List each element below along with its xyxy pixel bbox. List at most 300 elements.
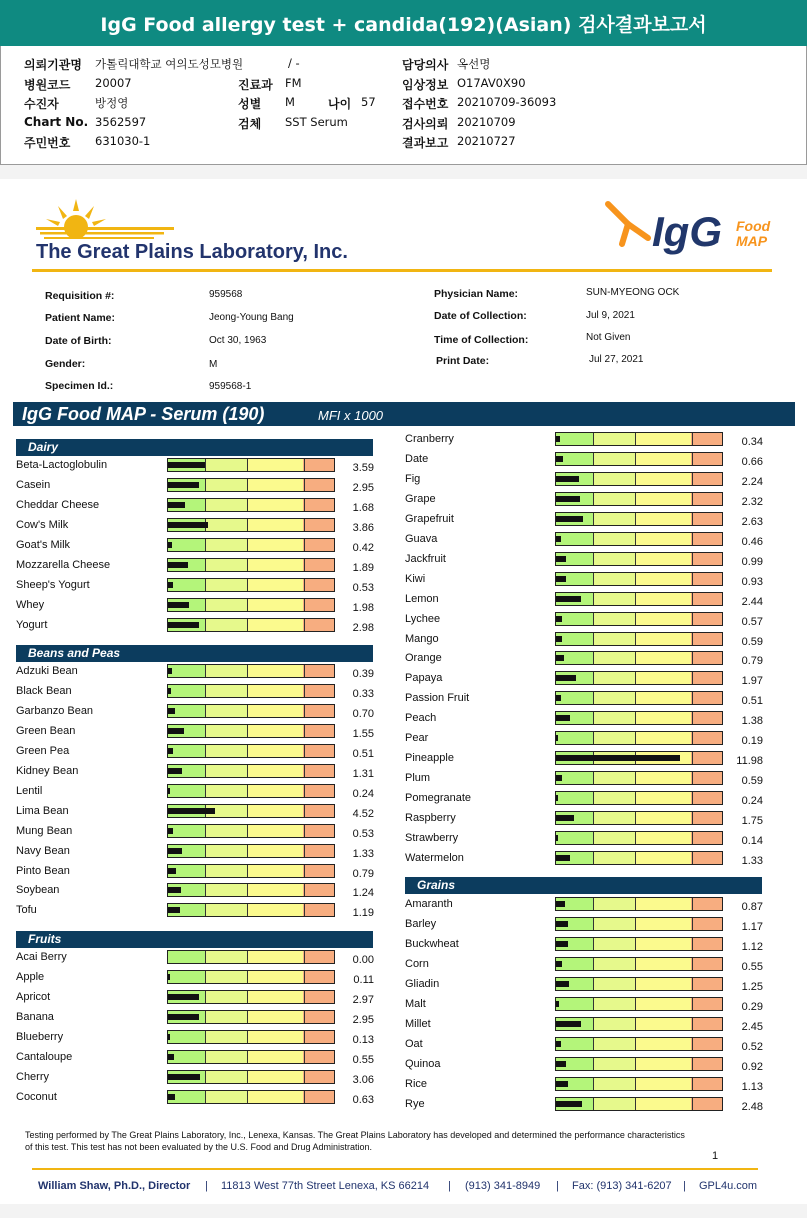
food-papaya-bar-tick (692, 672, 693, 684)
food-lima-bean-bar-tick (304, 805, 305, 817)
food-goat-s-milk-value: 0.42 (352, 541, 374, 554)
food-mung-bean-bar-tick (205, 825, 206, 837)
food-tofu-bar-tick (247, 904, 248, 916)
gender-value: M (209, 359, 218, 370)
food-banana-bar-fill (168, 1014, 199, 1020)
specimen-id-label: Specimen Id.: (45, 380, 114, 392)
food-oat-bar-tick (593, 1038, 594, 1050)
food-raspberry-bar-tick (692, 812, 693, 824)
food-strawberry-bar-tick (635, 832, 636, 844)
food-beta-lactoglobulin-bar (167, 458, 335, 472)
food-coconut-bar-tick (304, 1091, 305, 1103)
ko-value-institution: 가톨릭대학교 여의도성모병원 (95, 57, 244, 71)
food-green-pea-bar-fill (168, 748, 173, 754)
food-peach-value: 1.38 (741, 715, 763, 728)
food-blueberry-name: Blueberry (16, 1030, 64, 1043)
food-mozzarella-cheese-bar-fill (168, 562, 188, 568)
collection-date-label: Date of Collection: (434, 310, 527, 322)
food-beta-lactoglobulin-value: 3.59 (352, 462, 374, 474)
food-yogurt-bar-tick (247, 619, 248, 631)
food-apricot-value: 2.97 (352, 993, 374, 1006)
food-tofu-bar (167, 903, 335, 917)
food-whey-bar-fill (168, 602, 189, 608)
food-cheddar-cheese-bar-tick (247, 499, 248, 511)
food-apricot-name: Apricot (16, 990, 51, 1003)
food-tofu-name: Tofu (16, 904, 37, 917)
food-jackfruit-name: Jackfruit (405, 552, 446, 565)
food-whey-bar-tick (304, 599, 305, 611)
food-fig-value: 2.24 (741, 475, 763, 488)
food-rice-bar-tick (635, 1078, 636, 1090)
food-apricot-bar (167, 990, 335, 1004)
food-kiwi-bar-tick (635, 573, 636, 585)
food-cranberry-name: Cranberry (405, 433, 454, 445)
food-adzuki-bean-bar-tick (205, 665, 206, 677)
food-kiwi-bar-tick (692, 573, 693, 585)
food-pomegranate-bar-fill (556, 795, 558, 801)
food-tofu-bar-fill (168, 907, 180, 913)
footnote: Testing performed by The Great Plains Laboratory, Inc., Lenexa, Kansas. The Great Plains Laboratory has developed and determined the performance characteristics of this test. This test has not been evaluated by the U.S. Food and Drug Administration. (25, 1130, 685, 1152)
food-yogurt-name: Yogurt (16, 618, 48, 631)
report-title: IgG Food allergy test + candida(192)(Asian) 검사결과보고서 (100, 13, 707, 36)
food-buckwheat-name: Buckwheat (405, 937, 459, 950)
food-cherry-bar-tick (304, 1071, 305, 1083)
food-banana-bar (167, 1010, 335, 1024)
food-cherry-bar-tick (247, 1071, 248, 1083)
food-corn-bar-tick (692, 958, 693, 970)
dob-value: Oct 30, 1963 (209, 335, 267, 346)
food-cranberry-bar-fill (556, 436, 560, 442)
food-passion-fruit-bar-tick (635, 692, 636, 704)
food-orange-bar-tick (692, 652, 693, 664)
food-mung-bean-value: 0.53 (352, 827, 374, 840)
food-green-bean-bar-tick (304, 725, 305, 737)
food-rice-bar-fill (556, 1081, 568, 1087)
food-date-bar-tick (692, 453, 693, 465)
food-pomegranate-bar-tick (692, 792, 693, 804)
food-amaranth-bar-tick (635, 898, 636, 910)
food-casein-bar-tick (304, 479, 305, 491)
food-navy-bean-bar-fill (168, 848, 182, 854)
category-header-dairy: Dairy (16, 439, 373, 456)
food-date-bar (555, 452, 723, 466)
food-watermelon-bar (555, 851, 723, 865)
food-rye-name: Rye (405, 1097, 425, 1110)
category-header-beans-and-peas: Beans and Peas (16, 645, 373, 662)
food-green-pea-bar-tick (205, 745, 206, 757)
food-buckwheat-bar (555, 937, 723, 951)
food-pear-bar-tick (593, 732, 594, 744)
food-rice-value: 1.13 (741, 1080, 763, 1093)
food-malt-bar-tick (593, 998, 594, 1010)
food-date-name: Date (405, 452, 429, 465)
food-fig-bar-tick (692, 473, 693, 485)
food-mango-value: 0.59 (741, 635, 763, 648)
food-strawberry-bar-tick (593, 832, 594, 844)
food-cherry-name: Cherry (16, 1070, 50, 1083)
food-black-bean-value: 0.33 (352, 687, 374, 700)
food-tofu-bar-tick (304, 904, 305, 916)
ko-label-chart-no: Chart No. (24, 115, 89, 129)
food-goat-s-milk-bar-tick (247, 539, 248, 551)
ko-value-hospital-code: 20007 (95, 76, 132, 90)
food-black-bean-bar-tick (205, 685, 206, 697)
food-lentil-bar-tick (304, 785, 305, 797)
food-gliadin-name: Gliadin (405, 977, 440, 990)
food-passion-fruit-bar (555, 691, 723, 705)
ko-label-sex: 성별 (238, 97, 262, 111)
food-lemon-bar-tick (692, 593, 693, 605)
print-date-value: Jul 27, 2021 (589, 354, 644, 365)
food-guava-bar-tick (593, 533, 594, 545)
food-coconut-bar-tick (205, 1091, 206, 1103)
food-cheddar-cheese-value: 1.68 (352, 501, 374, 514)
food-casein-bar-tick (247, 479, 248, 491)
food-goat-s-milk-bar (167, 538, 335, 552)
food-quinoa-value: 0.92 (741, 1060, 763, 1073)
food-quinoa-bar-tick (635, 1058, 636, 1070)
dob-label: Date of Birth: (45, 335, 112, 347)
food-cheddar-cheese-bar-tick (205, 499, 206, 511)
food-guava-bar-tick (635, 533, 636, 545)
food-navy-bean-value: 1.33 (352, 847, 374, 860)
food-soybean-name: Soybean (16, 884, 60, 897)
food-sheep-s-yogurt-bar-tick (205, 579, 206, 591)
test-banner-subtitle: MFI x 1000 (318, 408, 384, 423)
test-banner-title: IgG Food MAP - Serum (190) (22, 404, 265, 424)
food-jackfruit-bar-fill (556, 556, 566, 562)
food-rye-value: 2.48 (741, 1100, 763, 1113)
food-cherry-bar (167, 1070, 335, 1084)
food-amaranth-bar-fill (556, 901, 565, 907)
food-plum-bar-tick (593, 772, 594, 784)
food-lima-bean-name: Lima Bean (16, 804, 69, 817)
food-cow-s-milk-bar-tick (304, 519, 305, 531)
food-date-bar-tick (635, 453, 636, 465)
food-passion-fruit-bar-tick (692, 692, 693, 704)
food-papaya-value: 1.97 (741, 675, 763, 688)
food-whey-bar (167, 598, 335, 612)
food-lemon-bar-fill (556, 596, 581, 602)
lab-name: The Great Plains Laboratory, Inc. (36, 241, 348, 263)
food-grapefruit-bar-fill (556, 516, 583, 522)
ko-value-sex: M (285, 95, 295, 109)
food-casein-name: Casein (16, 478, 51, 491)
food-yogurt-bar-tick (205, 619, 206, 631)
food-mango-bar (555, 632, 723, 646)
food-lychee-bar-tick (635, 613, 636, 625)
food-buckwheat-bar-tick (635, 938, 636, 950)
food-lychee-bar-tick (692, 613, 693, 625)
food-corn-bar-tick (635, 958, 636, 970)
food-green-pea-bar-tick (247, 745, 248, 757)
food-coconut-name: Coconut (16, 1090, 57, 1103)
food-pinto-bean-bar-fill (168, 868, 176, 874)
food-lentil-bar-tick (205, 785, 206, 797)
food-cantaloupe-bar-tick (304, 1051, 305, 1063)
food-cherry-bar-tick (205, 1071, 206, 1083)
food-black-bean-bar-tick (247, 685, 248, 697)
food-lemon-name: Lemon (405, 592, 439, 605)
food-fig-bar-tick (593, 473, 594, 485)
food-oat-value: 0.52 (741, 1040, 763, 1053)
food-coconut-value: 0.63 (352, 1093, 374, 1106)
food-blueberry-bar-fill (168, 1034, 170, 1040)
food-malt-name: Malt (405, 997, 426, 1010)
food-barley-bar-tick (593, 918, 594, 930)
food-mung-bean-bar-tick (304, 825, 305, 837)
food-rye-bar-tick (635, 1098, 636, 1110)
food-sheep-s-yogurt-bar-tick (304, 579, 305, 591)
food-corn-name: Corn (405, 957, 429, 970)
food-garbanzo-bean-bar-tick (304, 705, 305, 717)
food-date-bar-fill (556, 456, 563, 462)
food-peach-name: Peach (405, 712, 437, 725)
food-green-bean-bar-fill (168, 728, 184, 734)
food-lychee-bar-tick (593, 613, 594, 625)
food-kidney-bean-bar-tick (304, 765, 305, 777)
food-apple-bar (167, 970, 335, 984)
food-papaya-bar (555, 671, 723, 685)
food-cheddar-cheese-name: Cheddar Cheese (16, 498, 100, 511)
food-banana-value: 2.95 (352, 1013, 374, 1026)
food-yogurt-bar-fill (168, 622, 199, 628)
food-cranberry-bar-tick (635, 433, 636, 445)
ko-value-age: 57 (361, 95, 376, 109)
food-goat-s-milk-bar-fill (168, 542, 172, 548)
food-rye-bar-tick (692, 1098, 693, 1110)
food-rice-bar-tick (692, 1078, 693, 1090)
food-raspberry-bar (555, 811, 723, 825)
food-beta-lactoglobulin-bar-tick (247, 459, 248, 471)
food-passion-fruit-name: Passion Fruit (405, 692, 470, 705)
food-lemon-bar-tick (593, 593, 594, 605)
food-amaranth-value: 0.87 (741, 901, 763, 913)
food-pear-bar-fill (556, 735, 558, 741)
food-blueberry-value: 0.13 (352, 1033, 374, 1046)
food-yogurt-value: 2.98 (352, 621, 374, 634)
food-mozzarella-cheese-bar-tick (247, 559, 248, 571)
food-gliadin-bar-tick (635, 978, 636, 990)
food-orange-name: Orange (405, 652, 442, 665)
food-passion-fruit-value: 0.51 (741, 695, 763, 708)
food-navy-bean-name: Navy Bean (16, 844, 70, 857)
food-adzuki-bean-bar-fill (168, 668, 172, 674)
food-rye-bar-fill (556, 1101, 582, 1107)
food-cantaloupe-bar (167, 1050, 335, 1064)
food-jackfruit-value: 0.99 (741, 555, 763, 568)
food-acai-berry-name: Acai Berry (16, 951, 67, 963)
food-garbanzo-bean-value: 0.70 (352, 707, 374, 720)
food-tofu-bar-tick (205, 904, 206, 916)
food-green-bean-bar (167, 724, 335, 738)
food-amaranth-bar-tick (593, 898, 594, 910)
ko-label-specimen: 검체 (238, 117, 262, 131)
header-divider (32, 269, 772, 272)
food-black-bean-name: Black Bean (16, 684, 72, 697)
food-adzuki-bean-bar-tick (247, 665, 248, 677)
food-adzuki-bean-bar (167, 664, 335, 678)
food-pinto-bean-name: Pinto Bean (16, 864, 70, 877)
food-blueberry-bar-tick (205, 1031, 206, 1043)
food-whey-name: Whey (16, 598, 45, 611)
physician-label: Physician Name: (434, 288, 519, 300)
physician-value: SUN-MYEONG OCK (586, 287, 680, 298)
food-watermelon-bar-tick (635, 852, 636, 864)
food-goat-s-milk-name: Goat's Milk (16, 538, 71, 551)
food-green-pea-bar (167, 744, 335, 758)
food-malt-bar (555, 997, 723, 1011)
food-lima-bean-bar-tick (247, 805, 248, 817)
food-mung-bean-bar-tick (247, 825, 248, 837)
food-mozzarella-cheese-bar-tick (205, 559, 206, 571)
category-header-grains: Grains (405, 877, 762, 894)
food-amaranth-name: Amaranth (405, 898, 453, 910)
food-sheep-s-yogurt-bar-tick (247, 579, 248, 591)
food-soybean-bar-fill (168, 887, 181, 893)
food-quinoa-bar (555, 1057, 723, 1071)
ko-label-physician: 담당의사 (402, 58, 449, 72)
food-raspberry-bar-tick (593, 812, 594, 824)
food-cantaloupe-bar-tick (247, 1051, 248, 1063)
footer-separator-1: | (205, 1180, 208, 1192)
food-garbanzo-bean-bar (167, 704, 335, 718)
food-lychee-name: Lychee (405, 612, 441, 625)
food-lychee-bar-fill (556, 616, 562, 622)
food-oat-name: Oat (405, 1037, 423, 1050)
food-corn-bar-tick (593, 958, 594, 970)
ko-value-resident-no: 631030-1 (95, 134, 151, 148)
food-oat-bar-tick (692, 1038, 693, 1050)
food-green-bean-value: 1.55 (352, 727, 374, 740)
food-casein-value: 2.95 (352, 481, 374, 494)
food-yogurt-bar (167, 618, 335, 632)
food-kiwi-value: 0.93 (741, 575, 763, 588)
ko-value-request-date: 20210709 (457, 115, 516, 129)
food-pinto-bean-bar (167, 864, 335, 878)
food-green-pea-value: 0.51 (352, 747, 374, 760)
ko-value-receipt-no: 20210709-36093 (457, 95, 557, 109)
food-guava-bar-tick (692, 533, 693, 545)
food-watermelon-name: Watermelon (405, 851, 464, 864)
food-garbanzo-bean-bar-fill (168, 708, 175, 714)
food-acai-berry-bar-tick (247, 951, 248, 963)
food-goat-s-milk-bar-tick (205, 539, 206, 551)
food-banana-bar-tick (247, 1011, 248, 1023)
food-cheddar-cheese-bar-tick (304, 499, 305, 511)
food-quinoa-bar-fill (556, 1061, 566, 1067)
food-fig-bar-tick (635, 473, 636, 485)
food-papaya-name: Papaya (405, 672, 443, 685)
food-raspberry-bar-fill (556, 815, 574, 821)
food-apple-value: 0.11 (353, 973, 374, 986)
food-sheep-s-yogurt-name: Sheep's Yogurt (16, 578, 90, 591)
food-lentil-name: Lentil (16, 784, 43, 797)
food-soybean-bar-tick (304, 884, 305, 896)
page-gap-top (0, 165, 807, 179)
food-lima-bean-value: 4.52 (352, 807, 374, 820)
food-apricot-bar-fill (168, 994, 199, 1000)
food-quinoa-bar-tick (593, 1058, 594, 1070)
food-acai-berry-bar-tick (205, 951, 206, 963)
food-lemon-bar-tick (635, 593, 636, 605)
category-header-fruits: Fruits (16, 931, 373, 948)
food-banana-name: Banana (16, 1010, 54, 1023)
food-lentil-value: 0.24 (352, 787, 374, 800)
report-title-bar (0, 0, 807, 46)
food-apple-name: Apple (16, 970, 45, 983)
requisition-label: Requisition #: (45, 290, 115, 302)
food-adzuki-bean-value: 0.39 (352, 668, 374, 680)
ko-label-institution: 의뢰기관명 (24, 58, 82, 72)
food-cherry-value: 3.06 (352, 1073, 374, 1086)
food-sheep-s-yogurt-bar (167, 578, 335, 592)
food-strawberry-bar-fill (556, 835, 558, 841)
food-apple-bar-tick (247, 971, 248, 983)
food-green-pea-bar-tick (304, 745, 305, 757)
food-lemon-value: 2.44 (741, 595, 763, 608)
ko-label-report-date: 결과보고 (402, 136, 449, 150)
food-cow-s-milk-bar (167, 518, 335, 532)
print-date-label: Print Date: (436, 355, 490, 367)
food-mango-bar-tick (692, 633, 693, 645)
footer-web: GPL4u.com (699, 1180, 758, 1192)
food-grape-bar-tick (635, 493, 636, 505)
food-millet-bar-tick (593, 1018, 594, 1030)
food-quinoa-name: Quinoa (405, 1057, 441, 1070)
ko-label-request-date: 검사의뢰 (402, 117, 449, 131)
food-grapefruit-value: 2.63 (741, 515, 763, 528)
food-mango-name: Mango (405, 632, 439, 645)
food-plum-name: Plum (405, 772, 431, 785)
food-raspberry-value: 1.75 (741, 815, 763, 828)
food-coconut-bar-fill (168, 1094, 175, 1100)
food-soybean-bar-tick (205, 884, 206, 896)
footer-director: William Shaw, Ph.D., Director (38, 1180, 191, 1192)
food-lentil-bar-tick (247, 785, 248, 797)
food-pear-bar (555, 731, 723, 745)
food-coconut-bar (167, 1090, 335, 1104)
food-garbanzo-bean-bar-tick (205, 705, 206, 717)
food-mung-bean-bar (167, 824, 335, 838)
food-guava-bar-fill (556, 536, 561, 542)
food-amaranth-bar (555, 897, 723, 911)
food-pineapple-bar-fill (556, 755, 680, 761)
food-beta-lactoglobulin-name: Beta-Lactoglobulin (16, 459, 108, 471)
food-mung-bean-bar-fill (168, 828, 173, 834)
food-cow-s-milk-bar-fill (168, 522, 208, 528)
food-raspberry-bar-tick (635, 812, 636, 824)
food-barley-bar-tick (635, 918, 636, 930)
patient-name-value: Jeong-Young Bang (209, 312, 294, 323)
food-mozzarella-cheese-value: 1.89 (352, 561, 374, 574)
food-kiwi-bar-fill (556, 576, 566, 582)
food-millet-bar-tick (692, 1018, 693, 1030)
food-date-bar-tick (593, 453, 594, 465)
food-garbanzo-bean-bar-tick (247, 705, 248, 717)
food-fig-bar (555, 472, 723, 486)
food-navy-bean-bar-tick (205, 845, 206, 857)
food-mango-bar-fill (556, 636, 562, 642)
food-cranberry-bar (555, 432, 723, 446)
food-guava-value: 0.46 (741, 535, 763, 548)
food-jackfruit-bar-tick (593, 553, 594, 565)
food-strawberry-bar-tick (692, 832, 693, 844)
food-banana-bar-tick (205, 1011, 206, 1023)
food-peach-bar-tick (635, 712, 636, 724)
specimen-id-value: 959568-1 (209, 381, 252, 392)
food-jackfruit-bar-tick (635, 553, 636, 565)
